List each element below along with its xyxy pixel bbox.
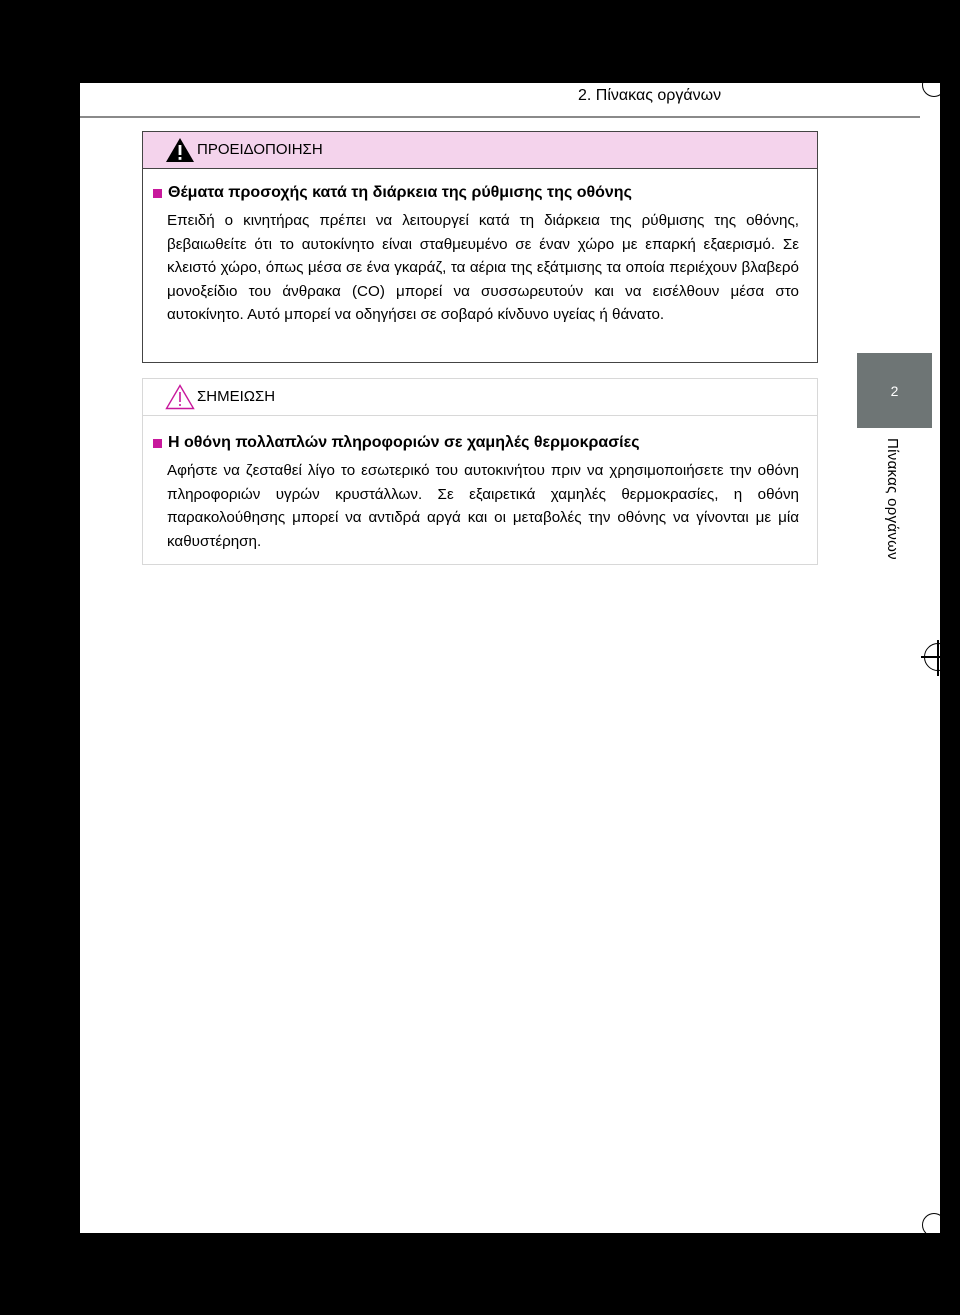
warning-icon [165, 137, 195, 163]
note-item-title-text: Η οθόνη πολλαπλών πληροφοριών σε χαμηλές θερμοκρασίες [168, 434, 640, 451]
crop-mark-bottom [922, 1213, 946, 1237]
warning-item-title [153, 184, 632, 202]
warning-heading: ΠΡΟΕΙΔΟΠΟΙΗΣΗ [197, 141, 323, 158]
crop-mark-top [922, 73, 946, 97]
warning-box [142, 131, 818, 363]
note-header [143, 379, 817, 416]
caution-outline-icon [165, 384, 195, 410]
bullet-icon [153, 439, 162, 448]
registration-mark [924, 643, 952, 671]
header-rule [80, 116, 920, 118]
warning-item-body: Επειδή ο κινητήρας πρέπει να λειτουργεί κατά τη διάρκεια της ρύθμισης της οθόνης, βεβαιωθείτε ότι το αυτοκίνητο είναι σταθμευμένο σε έναν χώρο με επαρκή εξαερισμό. Σε κλειστό χώρο, όπως μέσα σε ένα γκαράζ, τα αέρια της εξάτμισης τα οποία περιέχουν βλαβερό μονοξείδιο του άνθρακα (CO) μπορεί να συσσωρευτούν και να εισέλθουν μέσα στο αυτοκίνητο. Αυτό μπορεί να οδηγήσει σε σοβαρό κίνδυνο υγείας ή θάνατο. [167, 212, 799, 323]
note-heading: ΣΗΜΕΙΩΣΗ [197, 388, 276, 405]
chapter-number: 2 [890, 382, 899, 399]
manual-page [80, 83, 940, 1233]
warning-header [143, 132, 817, 169]
note-box [142, 378, 818, 565]
section-title: 2. Πίνακας οργάνων [578, 87, 722, 104]
note-item-body: Αφήστε να ζεσταθεί λίγο το εσωτερικό του αυτοκινήτου πριν να χρησιμοποιήσετε την οθόνη πληροφοριών υγρών κρυστάλλων. Σε εξαιρετικά χαμηλές θερμοκρασίες, η οθόνη παρακολούθησης μπορεί να αντιδρά αργά και οι μεταβολές την οθόνης να γίνονται με μία καθυστέρηση. [167, 462, 799, 550]
chapter-tab [857, 353, 932, 428]
bullet-icon [153, 189, 162, 198]
note-item-title [153, 434, 640, 452]
warning-item-title-text: Θέματα προσοχής κατά τη διάρκεια της ρύθμισης της οθόνης [168, 184, 632, 201]
chapter-label: Πίνακας οργάνων [884, 438, 901, 560]
